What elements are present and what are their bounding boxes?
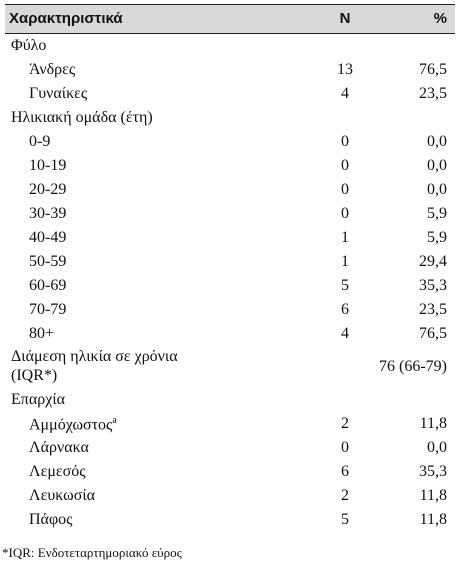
row-label: Λευκωσία [29, 487, 96, 504]
table-row [5, 298, 455, 322]
row-label-line1: Διάμεση ηλικία σε χρόνια [11, 348, 178, 365]
table-row [5, 322, 455, 346]
row-percent: 0,0 [427, 439, 447, 456]
row-percent: 0,0 [427, 133, 447, 150]
row-label: Λάρνακα [29, 439, 89, 456]
table-row [5, 508, 455, 532]
row-label [29, 415, 117, 434]
section-row-age-group [5, 106, 455, 130]
table-row [5, 82, 455, 106]
table-row [5, 412, 455, 436]
table-header [5, 4, 455, 34]
row-n: 2 [341, 415, 349, 432]
header-percent: % [433, 10, 447, 27]
row-n: 13 [337, 61, 353, 78]
header-n: N [339, 10, 351, 27]
row-percent: 11,8 [419, 511, 447, 528]
table-row [5, 250, 455, 274]
row-label: Φύλο [11, 37, 47, 54]
row-n: 0 [341, 205, 349, 222]
row-label [11, 347, 178, 385]
row-n: 4 [341, 85, 349, 102]
row-label: Άνδρες [29, 61, 76, 78]
row-n: 6 [341, 463, 349, 480]
table-row [5, 178, 455, 202]
row-n: 1 [341, 253, 349, 270]
section-row-sex [5, 34, 455, 58]
table-row [5, 58, 455, 82]
row-percent: 5,9 [427, 205, 447, 222]
row-percent: 23,5 [419, 301, 447, 318]
table-row [5, 130, 455, 154]
row-label: Πάφος [29, 511, 73, 528]
row-label: 70-79 [29, 301, 67, 318]
header-characteristics: Χαρακτηριστικά [9, 10, 123, 27]
footnote-marker: a [112, 415, 117, 426]
table-row [5, 226, 455, 250]
characteristics-table [5, 4, 455, 532]
row-label: Ηλικιακή ομάδα (έτη) [11, 109, 153, 126]
row-n: 5 [341, 277, 349, 294]
row-n: 6 [341, 301, 349, 318]
row-label: 20-29 [29, 181, 67, 198]
row-n: 5 [341, 511, 349, 528]
row-percent: 0,0 [427, 181, 447, 198]
table-row [5, 460, 455, 484]
row-label: 30-39 [29, 205, 67, 222]
row-percent: 11,8 [419, 415, 447, 432]
row-percent: 5,9 [427, 229, 447, 246]
row-label-text: Αμμόχωστος [29, 416, 113, 434]
row-n: 0 [341, 157, 349, 174]
row-percent: 23,5 [419, 85, 447, 102]
row-label: Λεμεσός [29, 463, 86, 480]
table-row [5, 202, 455, 226]
table-row [5, 436, 455, 460]
row-percent: 0,0 [427, 157, 447, 174]
table-row [5, 274, 455, 298]
row-n: 0 [341, 133, 349, 150]
row-label: 40-49 [29, 229, 67, 246]
table-row [5, 154, 455, 178]
row-label: 60-69 [29, 277, 67, 294]
row-label: 10-19 [29, 157, 67, 174]
section-row-district [5, 388, 455, 412]
row-n: 0 [341, 181, 349, 198]
median-age-value: 76 (66-79) [379, 358, 447, 375]
row-label: 0-9 [29, 133, 51, 150]
row-n: 4 [341, 325, 349, 342]
row-percent: 35,3 [419, 463, 447, 480]
row-label: Επαρχία [11, 391, 66, 408]
row-label: 80+ [29, 325, 55, 342]
row-n: 0 [341, 439, 349, 456]
row-percent: 35,3 [419, 277, 447, 294]
row-label-line2: (IQR*) [11, 367, 58, 384]
row-label: 50-59 [29, 253, 67, 270]
row-n: 1 [341, 229, 349, 246]
row-percent: 76,5 [419, 325, 447, 342]
median-age-row [5, 346, 455, 388]
row-percent: 29,4 [419, 253, 447, 270]
table-footnote: *IQR: Ενδοτεταρτημοριακό εύρος [2, 545, 182, 560]
row-percent: 76,5 [419, 61, 447, 78]
row-label: Γυναίκες [29, 85, 88, 102]
row-n: 2 [341, 487, 349, 504]
row-percent: 11,8 [419, 487, 447, 504]
table-row [5, 484, 455, 508]
